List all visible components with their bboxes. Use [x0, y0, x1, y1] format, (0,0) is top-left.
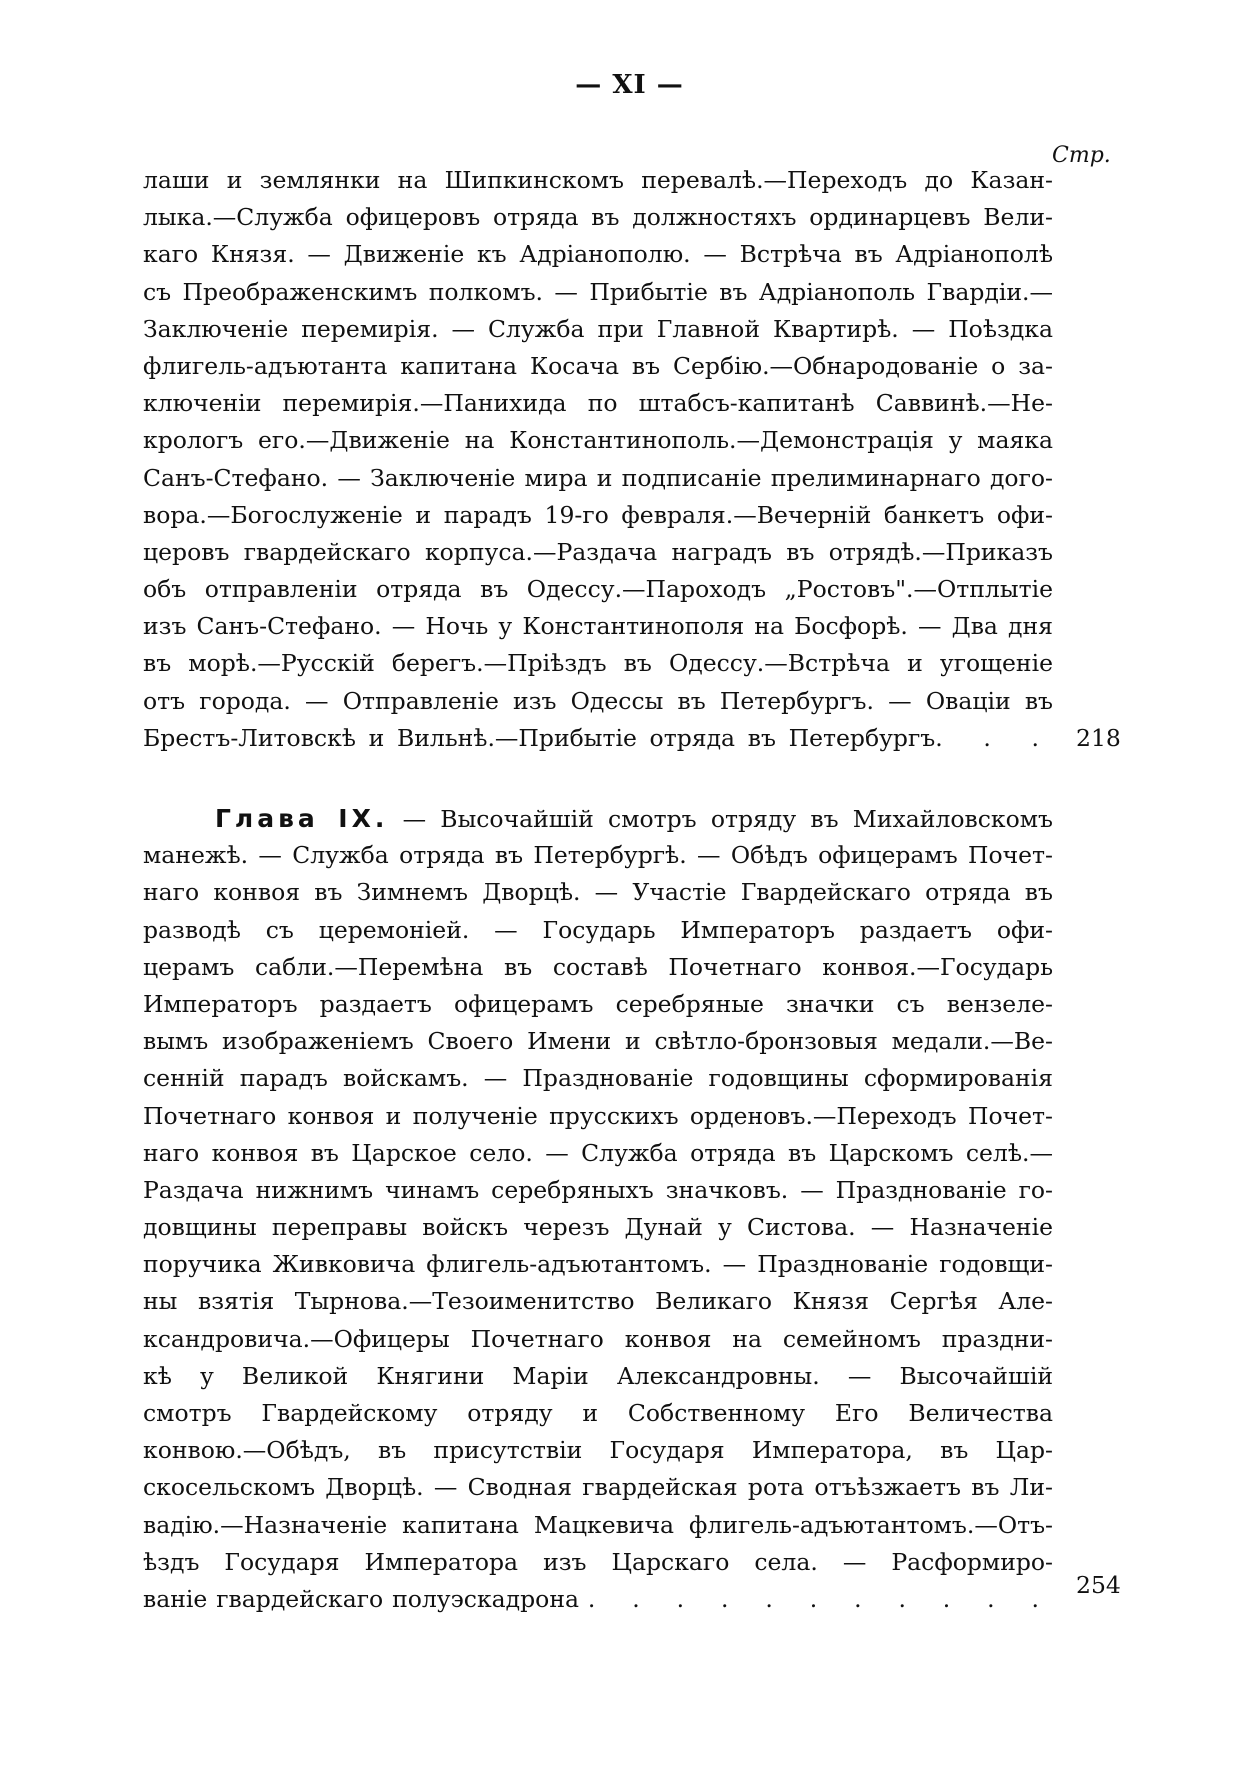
toc-line: Раздача нижнимъ чинамъ серебряныхъ значковъ. — Празднованіе го- [143, 1175, 1053, 1204]
toc-line: изъ Санъ-Стефано. — Ночь у Константинополя на Босфорѣ. — Два дня [143, 612, 1053, 641]
toc-line: объ отправленіи отряда въ Одессу.—Пароходъ „Ростовъ".—Отплытіе [143, 575, 1053, 604]
toc-page-number: 254 [1076, 1571, 1121, 1599]
toc-line: лаши и землянки на Шипкинскомъ перевалѣ.—Переходъ до Казан- [143, 166, 1053, 194]
toc-line: вымъ изображеніемъ Своего Имени и свѣтло-бронзовыя медали.—Ве- [143, 1027, 1053, 1056]
toc-line: вадію.—Назначеніе капитана Мацкевича флигель-адъютантомъ.—Отъ- [143, 1510, 1053, 1539]
toc-line: Санъ-Стефано. — Заключеніе мира и подписаніе прелиминарнаго дого- [143, 463, 1053, 492]
toc-line: поручика Живковича флигель-адъютантомъ. — Празднованіе годовщи- [143, 1250, 1053, 1279]
toc-line: церовъ гвардейскаго корпуса.—Раздача наградъ въ отрядѣ.—Приказъ [143, 537, 1053, 566]
dot-leader: . . . [935, 723, 1053, 752]
toc-line: отъ города. — Отправленіе изъ Одессы въ Петербургъ. — Оваціи въ [143, 686, 1053, 715]
toc-line: ключеніи перемирія.—Панихида по штабсъ-капитанѣ Саввинѣ.—Не- [143, 389, 1053, 418]
toc-line: лыка.—Служба офицеровъ отряда въ должностяхъ ординарцевъ Вели- [143, 203, 1053, 232]
toc-line-text: — Высочайшій смотръ отряду въ Михайловскомъ [388, 805, 1053, 833]
toc-line: вора.—Богослуженіе и парадъ 19-го февраля.—Вечерній банкетъ офи- [143, 500, 1053, 529]
toc-line-final [143, 720, 1053, 757]
toc-line-final [143, 1581, 1053, 1618]
chapter-label: Глава IX. [215, 804, 389, 833]
toc-line: скосельскомъ Дворцѣ. — Сводная гвардейская рота отъѣзжаетъ въ Ли- [143, 1473, 1053, 1502]
dot-leader: . . . . . . . . . . . [587, 1584, 1053, 1613]
toc-line: ны взятія Тырнова.—Тезоименитство Великаго Князя Сергѣя Але- [143, 1287, 1053, 1316]
toc-line: манежѣ. — Служба отряда въ Петербургѣ. — Обѣдъ офицерамъ Почет- [143, 841, 1053, 870]
toc-entry [143, 800, 1053, 1618]
toc-line: сенній парадъ войскамъ. — Празднованіе годовщины сформированія [143, 1064, 1053, 1093]
toc-line-text: ваніе гвардейскаго полуэскадрона [143, 1584, 579, 1613]
toc-line: крологъ его.—Движеніе на Константинополь.—Демонстрація у маяка [143, 426, 1053, 455]
toc-line: въ морѣ.—Русскій берегъ.—Пріѣздъ въ Одессу.—Встрѣча и угощеніе [143, 649, 1053, 678]
toc-line: смотръ Гвардейскому отряду и Собственному Его Величества [143, 1399, 1053, 1427]
toc-line: Почетнаго конвоя и полученіе прусскихъ орденовъ.—Переходъ Почет- [143, 1101, 1053, 1130]
toc-line: каго Князя. — Движеніе къ Адріанополю. — Встрѣча въ Адріанополѣ [143, 240, 1053, 269]
toc-line: ѣздъ Государя Императора изъ Царскаго села. — Расформиро- [143, 1547, 1053, 1576]
toc-line: ксандровича.—Офицеры Почетнаго конвоя на семейномъ праздни- [143, 1324, 1053, 1353]
toc-line: Заключеніе перемирія. — Служба при Главной Квартирѣ. — Поѣздка [143, 314, 1053, 343]
page-column-label: Стр. [1052, 143, 1111, 168]
toc-entry [143, 162, 1053, 757]
toc-line: флигель-адъютанта капитана Косача въ Сербію.—Обнародованіе о за- [143, 351, 1053, 380]
toc-line: наго конвоя въ Зимнемъ Дворцѣ. — Участіе Гвардейскаго отряда въ [143, 878, 1053, 907]
toc-line: Императоръ раздаетъ офицерамъ серебряные значки съ вензеле- [143, 989, 1053, 1018]
toc-page-number: 218 [1076, 724, 1121, 752]
toc-line: наго конвоя въ Царское село. — Служба отряда въ Царскомъ селѣ.— [143, 1138, 1053, 1167]
toc-line: кѣ у Великой Княгини Маріи Александровны. — Высочайшій [143, 1361, 1053, 1390]
toc-line: разводѣ съ церемоніей. — Государь Императоръ раздаетъ офи- [143, 915, 1053, 944]
toc-line [143, 800, 1053, 837]
toc-line: довщины переправы войскъ черезъ Дунай у Систова. — Назначеніе [143, 1213, 1053, 1242]
toc-line-text: Брестъ-Литовскѣ и Вильнѣ.—Прибытіе отряда въ Петербургъ [143, 723, 936, 752]
toc-line: конвою.—Обѣдъ, въ присутствіи Государя Императора, въ Цар- [143, 1436, 1053, 1465]
page-number: — XI — [575, 70, 684, 100]
toc-line: церамъ сабли.—Перемѣна въ составѣ Почетнаго конвоя.—Государь [143, 952, 1053, 981]
toc-line: съ Преображенскимъ полкомъ. — Прибытіе въ Адріанополь Гвардіи.— [143, 277, 1053, 306]
